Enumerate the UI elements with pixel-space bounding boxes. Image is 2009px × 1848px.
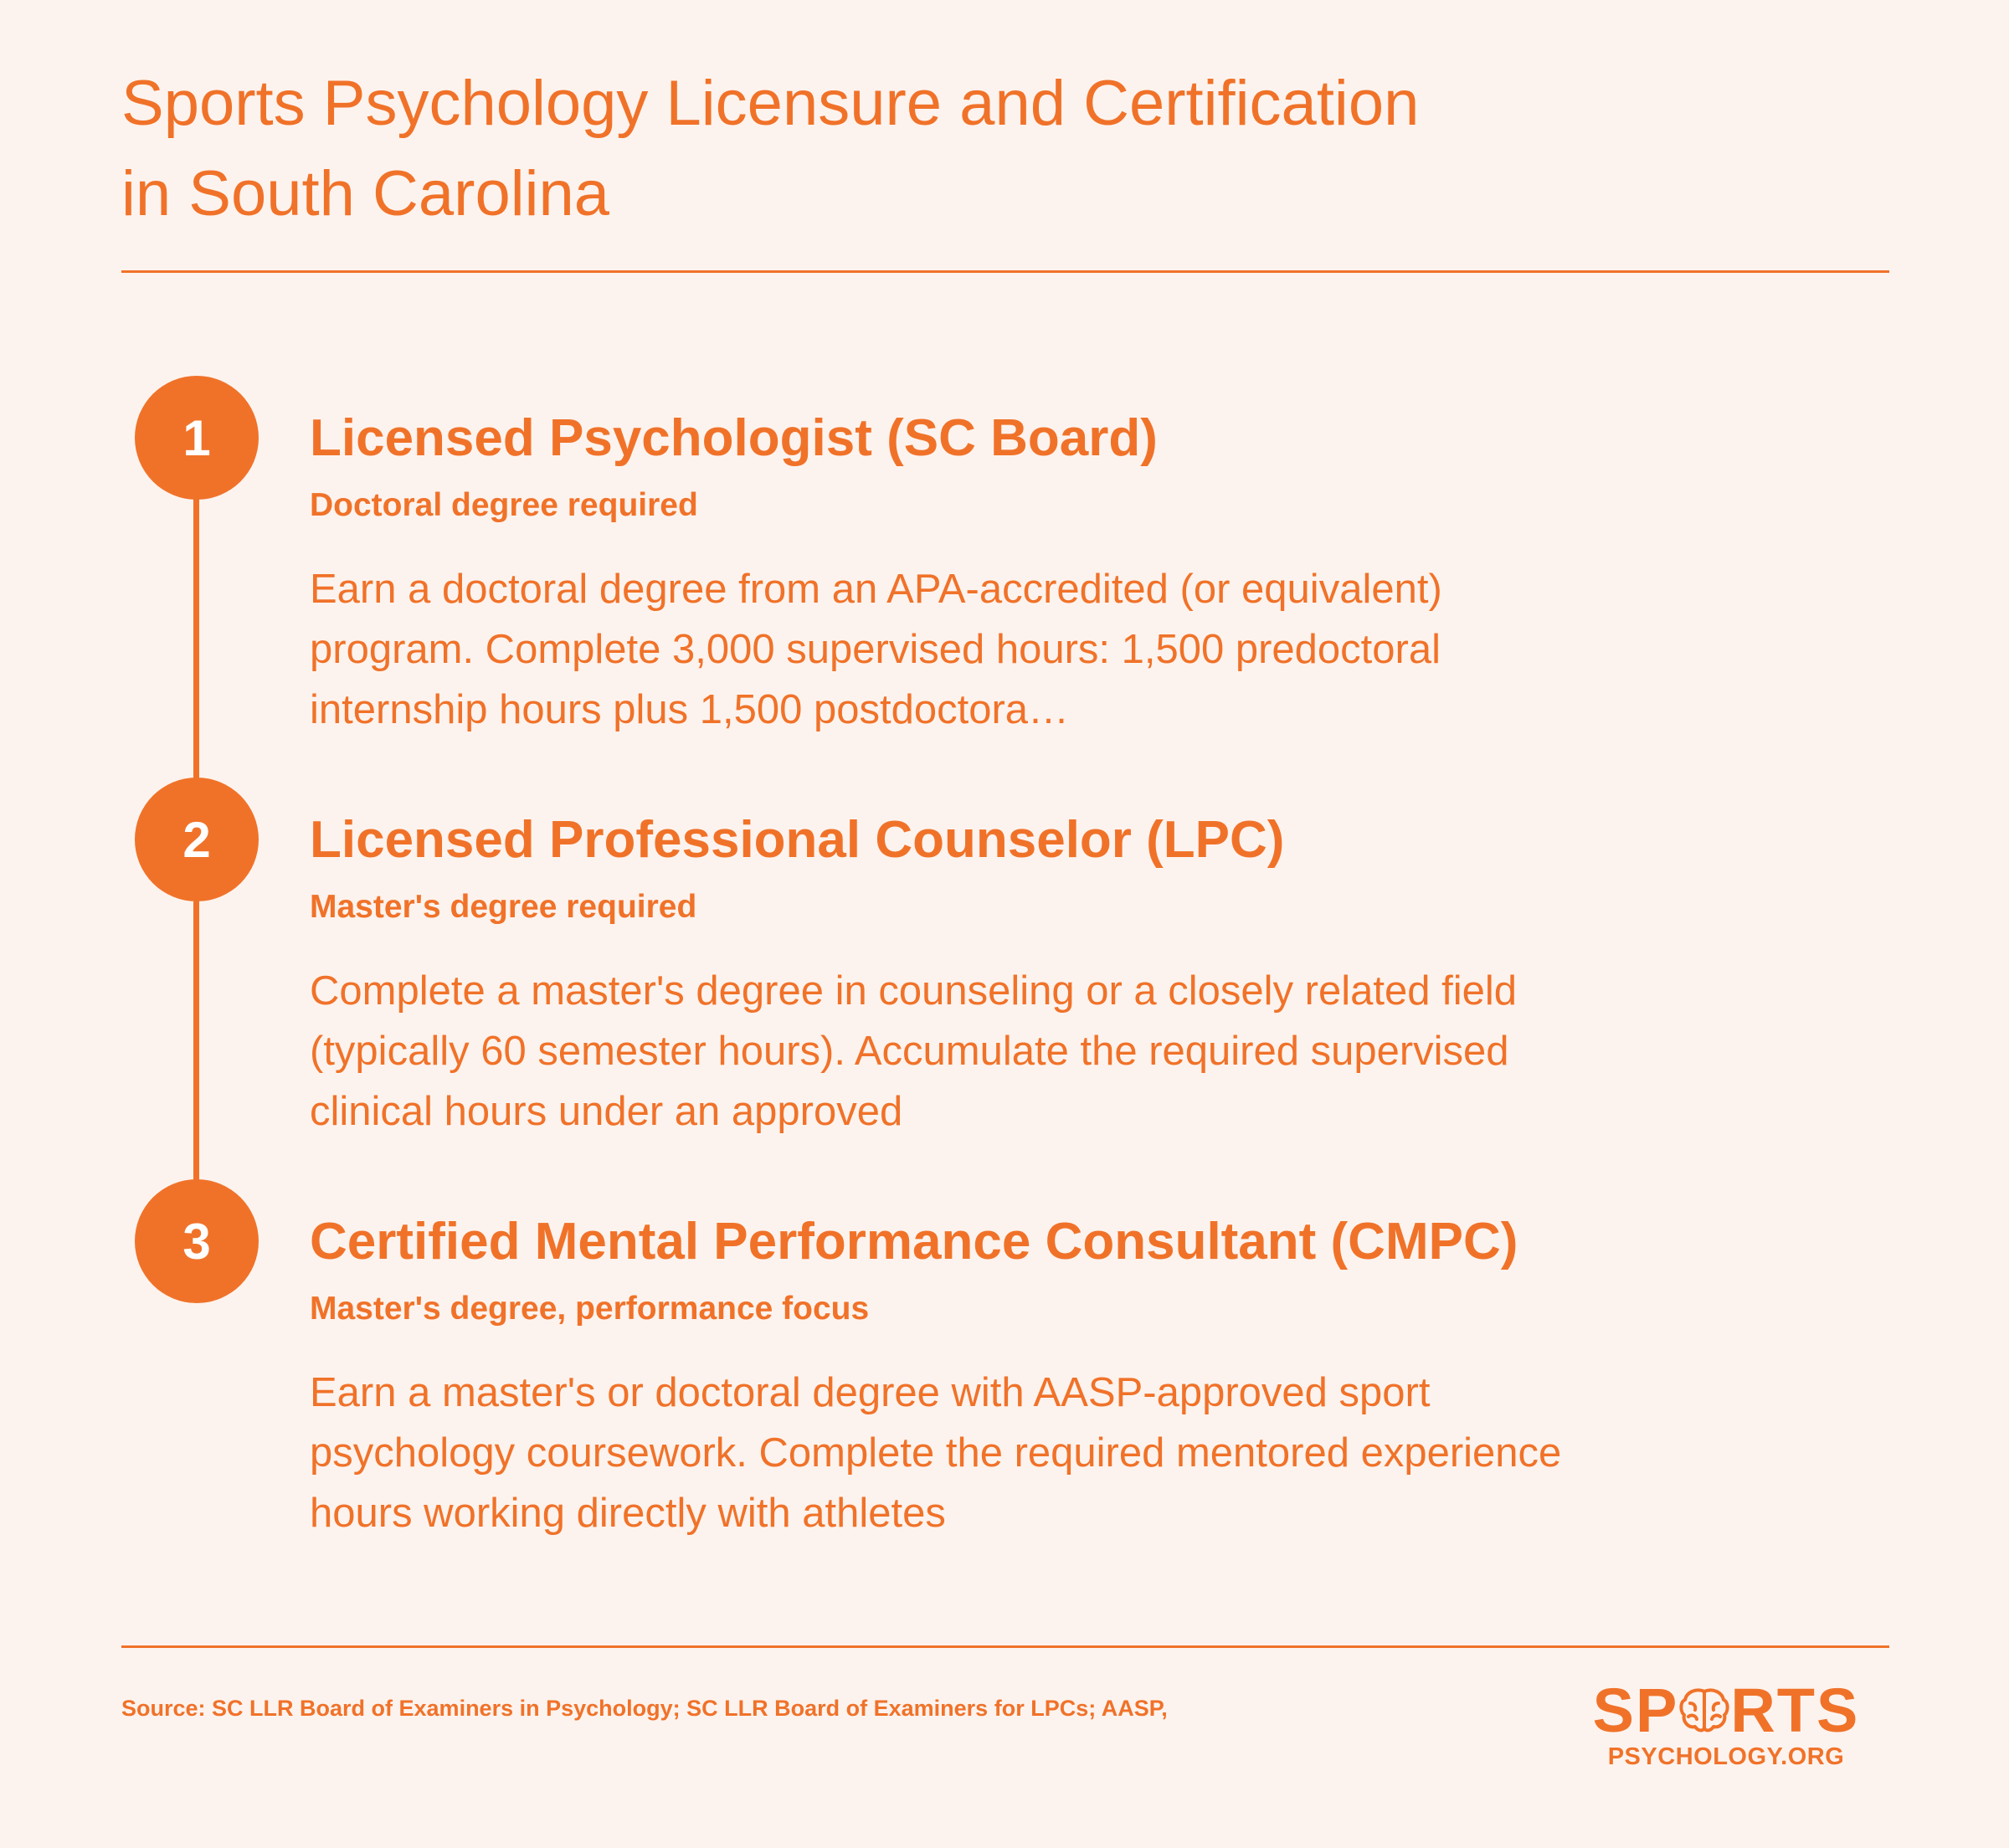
step-number-badge (135, 1179, 259, 1303)
step-subtitle: Doctoral degree required (310, 487, 698, 523)
source-note: Source: SC LLR Board of Examiners in Psychology; SC LLR Board of Examiners for LPCs; AASP, (121, 1696, 1168, 1721)
logo-wordmark (1575, 1678, 1877, 1743)
step-number: 2 (182, 811, 211, 868)
step-description: Earn a doctoral degree from an APA-accredited (or equivalent) program. Complete 3,000 supervised hours: 1,500 predoctoral internship hours plus 1,500 postdoctora… (310, 567, 1442, 732)
logo-text-part1: SP (1592, 1676, 1679, 1745)
step-3 (310, 1210, 1900, 1543)
step-number: 1 (182, 409, 211, 466)
step-number-badge (135, 376, 259, 500)
step-description: Complete a master's degree in counseling or a closely related field (typically 60 semester hours). Accumulate the required supervised clinical hours under an approved (310, 968, 1518, 1134)
step-number: 3 (182, 1213, 211, 1270)
page-title-line1: Sports Psychology Licensure and Certification (121, 68, 1420, 139)
step-subtitle: Master's degree required (310, 889, 697, 925)
top-divider (121, 270, 1889, 273)
step-1 (310, 407, 1900, 740)
step-2 (310, 808, 1900, 1142)
step-title: Licensed Professional Counselor (LPC) (310, 811, 1285, 869)
step-title: Certified Mental Performance Consultant (CMPC) (310, 1213, 1518, 1270)
step-description: Earn a master's or doctoral degree with AASP-approved sport psychology coursework. Complete the required mentored experience hours working directly with athletes (310, 1370, 1562, 1536)
brain-icon (1678, 1681, 1730, 1730)
sportspsychology-logo (1575, 1678, 1877, 1770)
step-number-badge (135, 778, 259, 901)
page-title (121, 59, 1712, 239)
logo-subtext: PSYCHOLOGY.ORG (1607, 1743, 1845, 1770)
step-subtitle: Master's degree, performance focus (310, 1291, 870, 1327)
page-title-line2: in South Carolina (121, 158, 610, 229)
logo-text-part2: RTS (1730, 1676, 1860, 1745)
step-title: Licensed Psychologist (SC Board) (310, 409, 1158, 467)
bottom-divider (121, 1645, 1889, 1648)
